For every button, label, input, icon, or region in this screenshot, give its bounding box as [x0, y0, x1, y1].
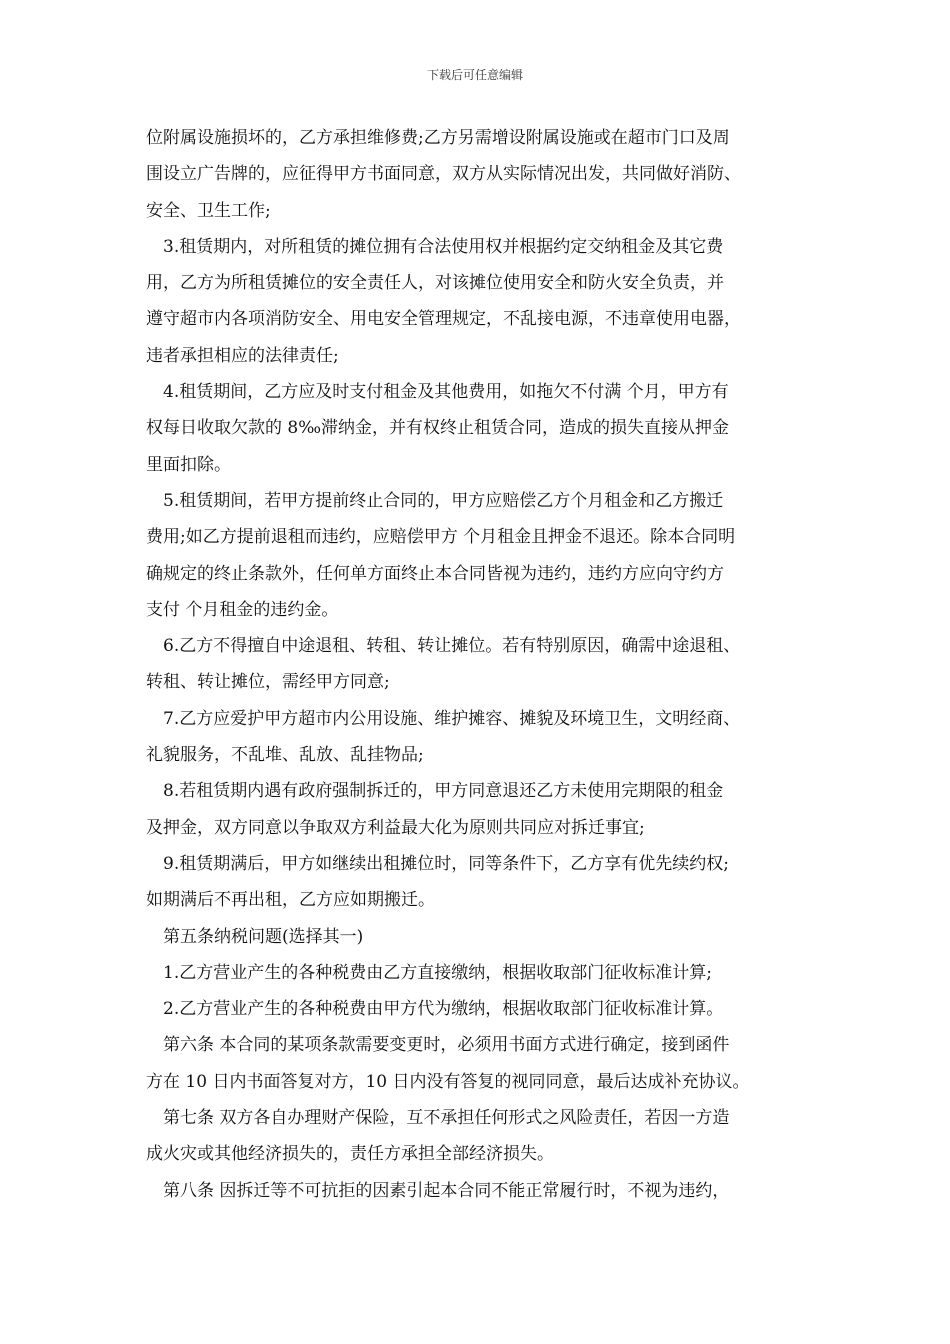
- page-header: 下载后可任意编辑: [426, 68, 523, 82]
- text-line: 安全、卫生工作;: [146, 200, 271, 221]
- text-line: 9.租赁期满后，甲方如继续出租摊位时，同等条件下，乙方享有优先续约权;: [163, 853, 729, 874]
- text-line: 围设立广告牌的，应征得甲方书面同意，双方从实际情况出发，共同做好消防、: [146, 164, 741, 185]
- text-line: 确规定的终止条款外，任何单方面终止本合同皆视为违约，违约方应向守约方: [146, 563, 724, 584]
- text-line: 3.租赁期内，对所租赁的摊位拥有合法使用权并根据约定交纳租金及其它费: [163, 236, 724, 257]
- text-line: 权每日收取欠款的 8‰滞纳金，并有权终止租赁合同，造成的损失直接从押金: [146, 418, 730, 439]
- document-body: [146, 120, 812, 1209]
- text-line: 支付 个月租金的违约金。: [146, 599, 339, 620]
- text-line: 违者承担相应的法律责任;: [146, 345, 339, 366]
- text-line: 8.若租赁期内遇有政府强制拆迁的，甲方同意退还乙方未使用完期限的租金: [163, 781, 724, 802]
- text-line: 遵守超市内各项消防安全、用电安全管理规定，不乱接电源，不违章使用电器，: [146, 309, 741, 330]
- text-line: 第五条纳税问题(选择其一): [163, 926, 364, 947]
- text-line: 方在 10 日内书面答复对方，10 日内没有答复的视同同意，最后达成补充协议。: [146, 1071, 750, 1092]
- text-line: 成火灾或其他经济损失的，责任方承担全部经济损失。: [146, 1144, 554, 1165]
- text-line: 位附属设施损坏的，乙方承担维修费;乙方另需增设附属设施或在超市门口及周: [146, 128, 730, 148]
- text-line: 如期满后不再出租，乙方应如期搬迁。: [146, 890, 435, 911]
- text-line: 里面扣除。: [146, 454, 231, 475]
- text-line: 第七条 双方各自办理财产保险，互不承担任何形式之风险责任，若因一方造: [163, 1108, 730, 1129]
- text-line: 转租、转让摊位，需经甲方同意;: [146, 672, 390, 693]
- text-line: 1.乙方营业产生的各种税费由乙方直接缴纳，根据收取部门征收标准计算;: [163, 962, 712, 983]
- text-line: 7.乙方应爱护甲方超市内公用设施、维护摊容、摊貌及环境卫生，文明经商、: [163, 708, 741, 729]
- text-line: 礼貌服务，不乱堆、乱放、乱挂物品;: [146, 745, 424, 766]
- text-line: 及押金，双方同意以争取双方利益最大化为原则共同应对拆迁事宜;: [146, 817, 645, 838]
- text-line: 2.乙方营业产生的各种税费由甲方代为缴纳，根据收取部门征收标准计算。: [163, 999, 724, 1020]
- text-line: 费用;如乙方提前退租而违约，应赔偿甲方 个月租金且押金不退还。除本合同明: [146, 527, 736, 548]
- text-line: 第八条 因拆迁等不可抗拒的因素引起本合同不能正常履行时，不视为违约，: [163, 1180, 730, 1201]
- text-line: 用，乙方为所租赁摊位的安全责任人，对该摊位使用安全和防火安全负责，并: [146, 273, 724, 294]
- text-line: 5.租赁期间，若甲方提前终止合同的，甲方应赔偿乙方个月租金和乙方搬迁: [163, 490, 724, 511]
- text-line: 第六条 本合同的某项条款需要变更时，必须用书面方式进行确定，接到函件: [163, 1035, 730, 1056]
- text-line: 6.乙方不得擅自中途退租、转租、转让摊位。若有特别原因，确需中途退租、: [163, 636, 741, 657]
- text-line: 4.租赁期间，乙方应及时支付租金及其他费用，如拖欠不付满 个月，甲方有: [163, 382, 729, 403]
